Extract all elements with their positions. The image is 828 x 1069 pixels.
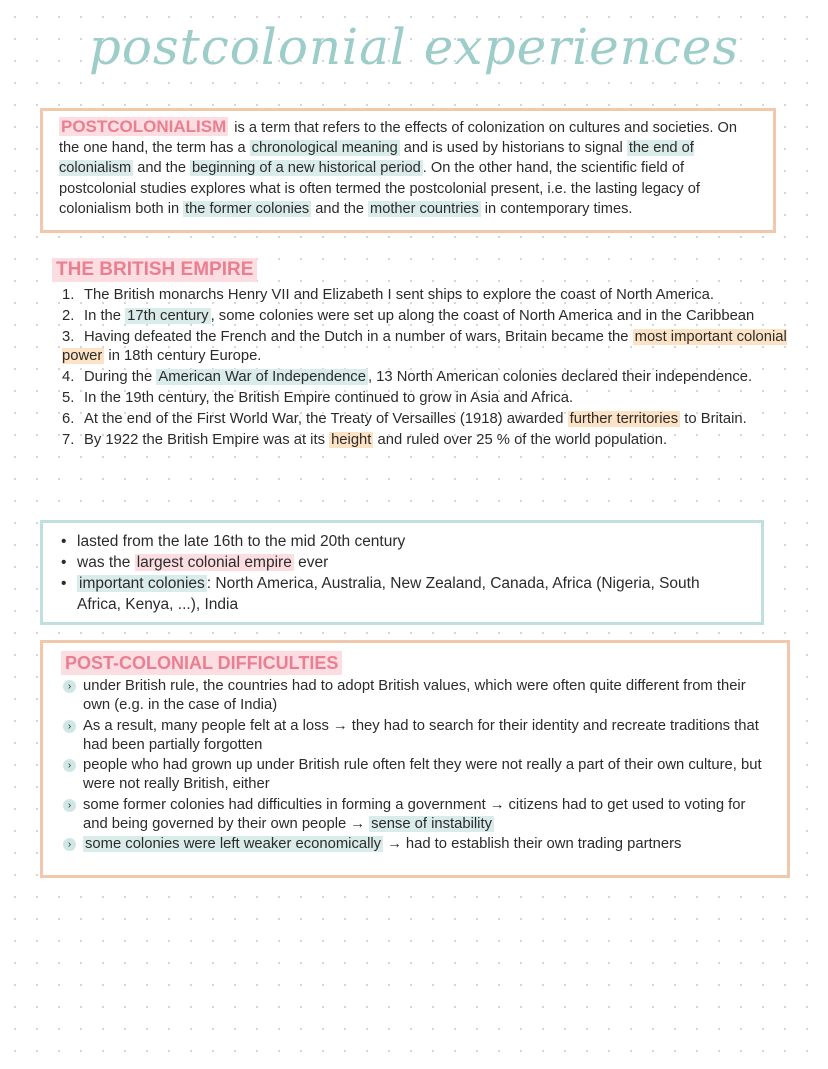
list-item: › As a result, many people felt at a loss → they had to search for their identity and recreate traditions that had been partially forgotten (61, 717, 769, 756)
chevron-right-icon: › (63, 838, 76, 851)
page-title: postcolonial experiences (88, 18, 740, 76)
difficulties-heading: POST-COLONIAL DIFFICULTIES (61, 651, 342, 675)
list-item: • important colonies : North America, Australia, New Zealand, Canada, Africa (Nigeria, South Africa, Kenya, ...), India (61, 573, 743, 615)
postcolonialism-definition-box (40, 108, 776, 233)
empire-facts-box (40, 520, 764, 625)
list-item: › people who had grown up under British rule often felt they were not really a part of their own culture, but were not really British, either (61, 756, 769, 795)
arrow-right-icon: → (387, 836, 402, 853)
list-item: 1. The British monarchs Henry VII and Elizabeth I sent ships to explore the coast of North America. (62, 287, 714, 303)
list-item: › some colonies were left weaker economically → had to establish their own trading partners (61, 835, 769, 854)
chevron-right-icon: › (63, 680, 76, 693)
list-item: 7. By 1922 the British Empire was at its height and ruled over 25 % of the world population. (62, 432, 668, 448)
arrow-right-icon: → (489, 796, 505, 813)
empire-facts-list (61, 531, 743, 615)
list-item: › under British rule, the countries had to adopt British values, which were often quite different from their own (e.g. in the case of India) (61, 677, 769, 716)
term-postcolonialism: POSTCOLONIALISM (61, 117, 227, 136)
british-empire-heading: THE BRITISH EMPIRE (52, 258, 257, 282)
arrow-right-icon: → (332, 717, 348, 734)
list-item: 4. During the American War of Independence , 13 North American colonies declared their independence. (62, 369, 753, 385)
chevron-right-icon: › (63, 720, 76, 733)
list-item: 2. In the 17th century , some colonies were set up along the coast of North America and in the Caribbean (62, 308, 755, 324)
definition-text: POSTCOLONIALISM is a term that refers to the effects of colonization on cultures and societies. On the one hand, the term has a chronological meaning and is used by historians to signal the end of colonialism and the beginning of a new historical period . On the other hand, the scientific field of postcolonial studies explores what is often termed the postcolonial present, i.e. the lasting legacy of colonialism both in the former colonies and the mother countries in contemporary times. (59, 117, 737, 217)
arrow-right-icon: → (350, 816, 366, 833)
list-item: 3. Having defeated the French and the Dutch in a number of wars, Britain became the most important colonial power in 18th century Europe. (62, 329, 787, 364)
british-empire-timeline (62, 286, 792, 452)
chevron-right-icon: › (63, 759, 76, 772)
list-item: • was the largest colonial empire ever (61, 552, 743, 573)
list-item: 5. In the 19th century, the British Empire continued to grow in Asia and Africa. (62, 390, 574, 406)
list-item: 6. At the end of the First World War, the Treaty of Versailles (1918) awarded further territories to Britain. (62, 411, 747, 427)
list-item: • lasted from the late 16th to the mid 20th century (61, 531, 743, 552)
list-item: › some former colonies had difficulties in forming a government → citizens had to get used to voting for and being governed by their own people → sense of instability (61, 796, 769, 835)
difficulties-list (61, 677, 769, 855)
chevron-right-icon: › (63, 799, 76, 812)
postcolonial-difficulties-box (40, 640, 790, 878)
